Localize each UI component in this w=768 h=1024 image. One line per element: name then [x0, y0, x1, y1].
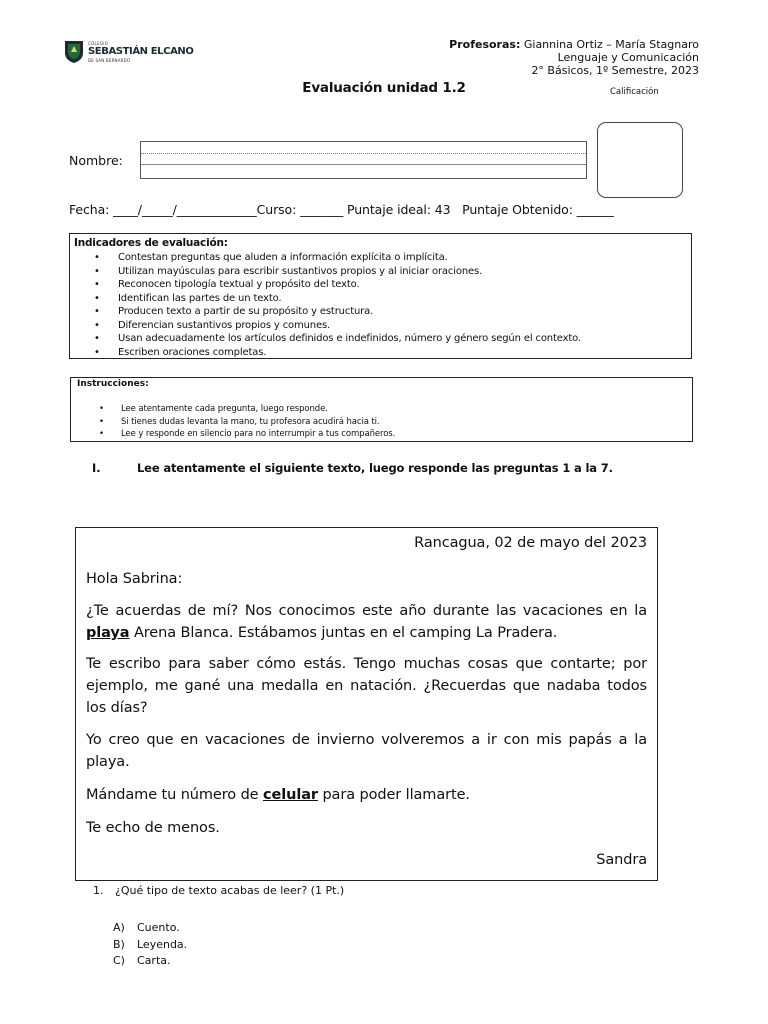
letter-paragraph-3: Yo creo que en vacaciones de invierno volveremos a ir con mis papás a la playa. [86, 732, 647, 770]
grade-label: Calificación [610, 87, 659, 97]
section-number: I. [92, 461, 101, 475]
letter-paragraph-2: Te escribo para saber cómo estás. Tengo muchas cosas que contarte; por ejemplo, me gané una medalla en natación. ¿Recuerdas que nadaba todos los días? [86, 656, 647, 716]
teachers-line [449, 38, 699, 51]
list-item: • Escriben oraciones completas. [118, 346, 581, 360]
question-text: ¿Qué tipo de texto acabas de leer? (1 Pt.) [115, 884, 345, 897]
list-item: • Contestan preguntas que aluden a información explícita o implícita. [118, 251, 581, 265]
p4-end: para poder llamarte. [317, 787, 470, 803]
teachers-label: Profesoras: [449, 38, 521, 51]
letter-date: Rancagua, 02 de mayo del 2023 [414, 535, 647, 551]
letter-paragraph-1 [86, 600, 647, 644]
letter-paragraph-5: Te echo de menos. [86, 820, 220, 836]
option-text: Carta. [137, 954, 171, 967]
name-field[interactable] [140, 141, 587, 179]
option-text: Leyenda. [137, 937, 188, 951]
page-title-text: Evaluación unidad 1.2 [302, 80, 466, 96]
underlined-word-playa: playa [86, 625, 130, 641]
grade-box[interactable] [597, 122, 683, 198]
subject: Lenguaje y Comunicación [557, 51, 699, 64]
name-line-bottom [141, 164, 586, 165]
p4-start: Mándame tu número de [86, 787, 263, 803]
list-item: • Lee atentamente cada pregunta, luego responde. [121, 403, 395, 416]
list-item: • Diferencian sustantivos propios y comunes. [118, 319, 581, 333]
course-info: 2° Básicos, 1º Semestre, 2023 [531, 64, 699, 77]
list-item: • Reconocen tipología textual y propósito del texto. [118, 278, 581, 292]
name-label: Nombre: [69, 153, 123, 168]
option-label: C) [113, 954, 125, 967]
section-instruction: Lee atentamente el siguiente texto, luego responde las preguntas 1 a la 7. [137, 461, 613, 475]
teachers-names: Giannina Ortiz – María Stagnaro [523, 38, 699, 51]
p1-end: Arena Blanca. Estábamos juntas en el camping La Pradera. [129, 625, 558, 641]
instructions-heading: Instrucciones: [77, 379, 149, 389]
evaluation-indicators [69, 233, 692, 359]
list-item: • Utilizan mayúsculas para escribir sustantivos propios y al iniciar oraciones. [118, 265, 581, 279]
letter-signature: Sandra [596, 852, 647, 868]
date-course-score-line[interactable]: Fecha: ____/_____/_____________Curso: _______ Puntaje ideal: 43 Puntaje Obtenido: ______ [69, 202, 614, 217]
indicators-list [118, 251, 581, 359]
logo-small-top: COLEGIO [88, 41, 109, 46]
list-item: • Lee y responde en silencio para no interrumpir a tus compañeros. [121, 428, 395, 441]
list-item: • Producen texto a partir de su propósito y estructura. [118, 305, 581, 319]
p1-start: ¿Te acuerdas de mí? Nos conocimos este año durante las vacaciones en la [86, 603, 647, 619]
underlined-word-celular: celular [263, 787, 318, 803]
list-item: • Si tienes dudas levanta la mano, tu profesora acudirá hacia ti. [121, 416, 395, 429]
school-logo [64, 40, 194, 66]
reading-text-box [75, 527, 658, 881]
list-item: • Identifican las partes de un texto. [118, 292, 581, 306]
indicators-heading: Indicadores de evaluación: [74, 237, 228, 249]
question-number: 1. [93, 884, 104, 897]
option-label: A) [113, 921, 125, 934]
logo-small-bottom: DE SAN BERNARDO [88, 58, 131, 63]
logo-school-name: SEBASTIÁN ELCANO [88, 46, 194, 57]
instructions-list [121, 403, 395, 441]
letter-paragraph-4 [86, 784, 647, 806]
list-item: • Usan adecuadamente los artículos definidos e indefinidos, número y género según el contexto. [118, 332, 581, 346]
letter-body [86, 532, 647, 871]
name-line-top [141, 153, 586, 154]
letter-greeting: Hola Sabrina: [86, 571, 183, 587]
option-text: Cuento. [137, 921, 180, 934]
header-info [449, 38, 699, 77]
school-shield-icon [64, 40, 84, 64]
option-label: B) [113, 937, 125, 951]
instructions [70, 377, 693, 442]
